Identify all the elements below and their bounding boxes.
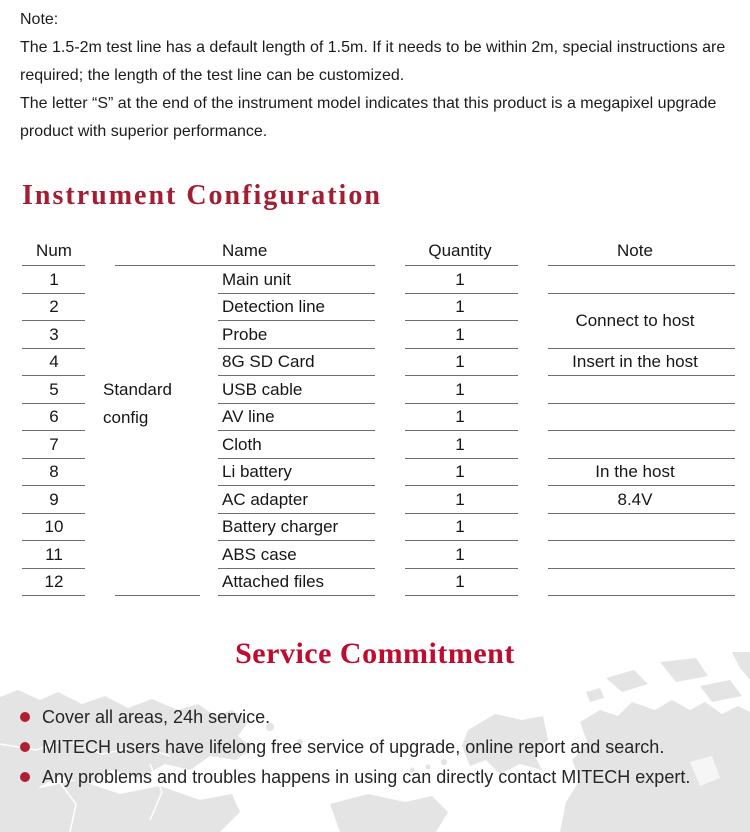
quantity-cell	[390, 431, 530, 459]
row-underline	[218, 595, 375, 596]
cell-text: 8	[49, 462, 59, 482]
note-cell-empty	[530, 514, 740, 542]
cell-text: Detection line	[222, 297, 326, 317]
quantity-cell	[390, 459, 530, 487]
bullet-item	[20, 732, 690, 762]
note-line-4: product with superior performance.	[20, 123, 268, 140]
note-line-1: The 1.5-2m test line has a default length of 1.5m. If it needs to be within 2m, special instructions are	[20, 39, 726, 56]
cell-text: 2	[49, 297, 59, 317]
note-cell-empty	[530, 541, 740, 569]
note-cell-empty	[530, 431, 740, 459]
cell-text: In the host	[595, 462, 675, 482]
bullet-text: Cover all areas, 24h service.	[42, 706, 271, 727]
note-cell-merged	[530, 294, 740, 349]
quantity-cell	[390, 321, 530, 349]
cell-text: 1	[455, 297, 465, 317]
num-cell	[20, 486, 88, 514]
cell-text: USB cable	[222, 379, 303, 399]
cell-text: 7	[49, 434, 59, 454]
name-cell	[204, 459, 390, 487]
num-cell	[20, 349, 88, 377]
quantity-header	[390, 236, 530, 266]
group-label-line2: config	[103, 407, 149, 427]
cell-text: Attached files	[222, 572, 325, 592]
quantity-cell	[390, 349, 530, 377]
num-cell	[20, 321, 88, 349]
quantity-cell	[390, 541, 530, 569]
name-cell	[204, 266, 390, 294]
name-cell	[204, 349, 390, 377]
cell-text: 1	[455, 407, 465, 427]
name-cell	[204, 404, 390, 432]
group-label-line1: Standard	[103, 380, 172, 399]
cell-text: 1	[455, 544, 465, 564]
cell-text: 1	[455, 379, 465, 399]
note-cell	[530, 349, 740, 377]
cell-text: 1	[455, 434, 465, 454]
name-cell	[204, 431, 390, 459]
quantity-cell	[390, 404, 530, 432]
quantity-cell	[390, 514, 530, 542]
header-text: Name	[222, 241, 268, 260]
note-cell	[530, 459, 740, 487]
service-commitment-title: Service Commitment	[235, 637, 515, 670]
cell-text: 1	[455, 269, 465, 289]
row-underline	[22, 595, 85, 596]
num-cell	[20, 404, 88, 432]
cell-text: Cloth	[222, 434, 262, 454]
name-cell	[204, 321, 390, 349]
quantity-cell	[390, 294, 530, 322]
bullet-text: Any problems and troubles happens in using can directly contact MITECH expert.	[42, 766, 691, 787]
note-title: Note:	[20, 11, 59, 28]
cell-text: 1	[455, 517, 465, 537]
note-section	[20, 6, 725, 146]
num-cell	[20, 266, 88, 294]
note-header	[530, 236, 740, 266]
group-header	[88, 236, 204, 266]
cell-text: 1	[455, 352, 465, 372]
cell-text: 8.4V	[617, 489, 653, 509]
bullet-dot-icon	[20, 712, 30, 722]
note-cell-empty	[530, 266, 740, 294]
row-underline	[548, 595, 735, 596]
bullet-text: MITECH users have lifelong free service of upgrade, online report and search.	[42, 736, 665, 757]
row-underline	[405, 595, 518, 596]
cell-text: Main unit	[222, 269, 291, 289]
quantity-cell	[390, 486, 530, 514]
num-cell	[20, 431, 88, 459]
quantity-cell	[390, 266, 530, 294]
num-cell	[20, 541, 88, 569]
name-cell	[204, 514, 390, 542]
cell-text: 1	[455, 462, 465, 482]
cell-text: 11	[45, 544, 63, 564]
group-cell-standard-config	[88, 266, 204, 596]
note-cell-empty	[530, 404, 740, 432]
num-header	[20, 236, 88, 266]
cell-text: Insert in the host	[572, 352, 698, 372]
note-line-2: required; the length of the test line can be customized.	[20, 67, 405, 84]
cell-text: 3	[49, 324, 59, 344]
cell-text: 1	[455, 572, 465, 592]
cell-text: 6	[49, 407, 59, 427]
bullet-dot-icon	[20, 772, 30, 782]
cell-text: 10	[44, 517, 64, 537]
bullet-dot-icon	[20, 742, 30, 752]
cell-text: AV line	[222, 407, 275, 427]
num-cell	[20, 294, 88, 322]
cell-text: 9	[49, 489, 59, 509]
configuration-table	[20, 236, 740, 596]
cell-text: 1	[49, 269, 59, 289]
cell-text: Li battery	[222, 462, 292, 482]
bullet-item	[20, 702, 690, 732]
quantity-cell	[390, 569, 530, 597]
name-cell	[204, 294, 390, 322]
quantity-cell	[390, 376, 530, 404]
header-text: Num	[36, 241, 72, 260]
note-cell-empty	[530, 376, 740, 404]
num-cell	[20, 376, 88, 404]
cell-text: Battery charger	[222, 517, 339, 537]
note-cell	[530, 486, 740, 514]
service-bullet-list	[20, 702, 690, 792]
name-cell	[204, 486, 390, 514]
name-header	[204, 236, 390, 266]
name-cell	[204, 569, 390, 597]
cell-text: 4	[49, 352, 59, 372]
num-cell	[20, 459, 88, 487]
group-underline	[115, 595, 200, 596]
header-text: Note	[617, 241, 653, 260]
note-line-3: The letter “S” at the end of the instrument model indicates that this product is a megapixel upgrade	[20, 95, 717, 112]
cell-text: 8G SD Card	[222, 352, 315, 372]
cell-text: AC adapter	[222, 489, 308, 509]
note-cell-empty	[530, 569, 740, 597]
name-cell	[204, 376, 390, 404]
instrument-configuration-title: Instrument Configuration	[22, 180, 382, 211]
name-cell	[204, 541, 390, 569]
cell-text: 12	[44, 572, 64, 592]
cell-text: Connect to host	[575, 311, 695, 330]
num-cell	[20, 569, 88, 597]
cell-text: ABS case	[222, 544, 297, 564]
cell-text: 1	[455, 489, 465, 509]
cell-text: 1	[455, 324, 465, 344]
cell-text: Probe	[222, 324, 268, 344]
num-cell	[20, 514, 88, 542]
header-text: Quantity	[428, 241, 492, 260]
cell-text: 5	[49, 379, 59, 399]
bullet-item	[20, 762, 690, 792]
